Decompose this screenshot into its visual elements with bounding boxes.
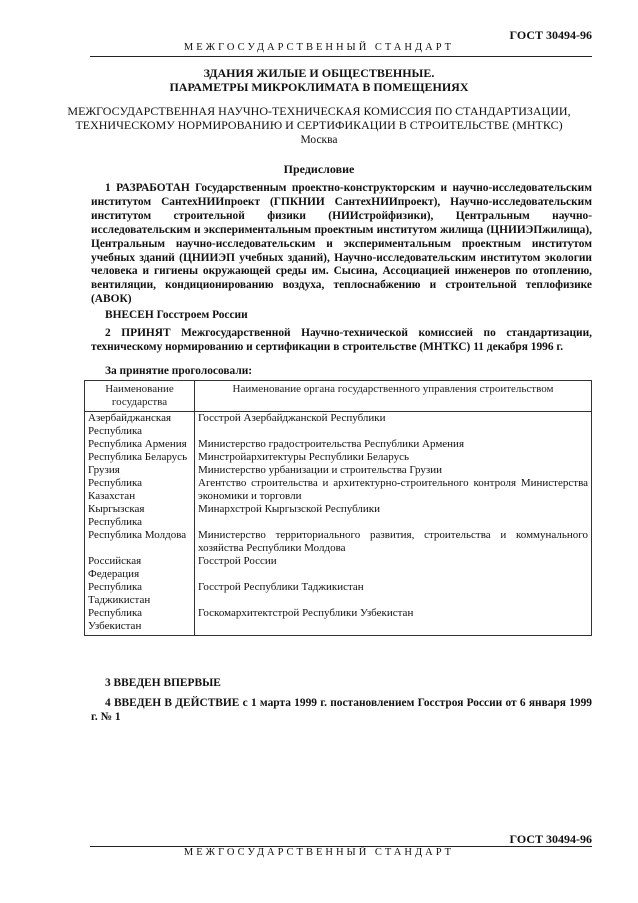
table-cell-organ: Министерство урбанизации и строительства Грузии — [195, 464, 592, 477]
table-cell-organ: Госстрой Азербайджанской Республики — [195, 412, 592, 439]
table-cell-state: Республика Казахстан — [85, 477, 195, 503]
table-row — [85, 464, 592, 477]
table-header-organ: Наименование органа государственного управления строительством — [195, 381, 592, 412]
table-row — [85, 503, 592, 529]
paragraph-effective-date: 4 ВВЕДЕН В ДЕЙСТВИЕ с 1 марта 1999 г. постановлением Госстроя России от 6 января 1999 г. № 1 — [91, 697, 592, 723]
table-cell-organ: Госстрой Республики Таджикистан — [195, 581, 592, 607]
title-line-2: ПАРАМЕТРЫ МИКРОКЛИМАТА В ПОМЕЩЕНИЯХ — [169, 80, 469, 94]
preface-heading: Предисловие — [283, 162, 355, 176]
table-row — [85, 412, 592, 439]
table-row — [85, 477, 592, 503]
table-cell-organ: Минархстрой Кыргызской Республики — [195, 503, 592, 529]
table-row — [85, 607, 592, 636]
table-row — [85, 581, 592, 607]
table-row — [85, 555, 592, 581]
voted-label: За принятие проголосовали: — [105, 365, 253, 377]
table-cell-state: Республика Беларусь — [85, 451, 195, 464]
table-cell-organ: Госкомархитектстрой Республики Узбекистан — [195, 607, 592, 636]
paragraph-developed-by: 1 РАЗРАБОТАН Государственным проектно-конструкторским и научно-исследовательским институтом СантехНИИпроект (ГПКНИИ СантехНИИпроект), Научно-исследовательским институтом строительной физики (НИИстройфизики), Центральным научно-исследовательским и экспериментальным проектным институтом жилища (ЦНИИЭПжилища), Центральным научно-исследовательским и экспериментальным проектным институтом учебных зданий (ЦНИИЭП учебных зданий), Научно-исследовательским институтом экологии человека и гигиены окружающей среды им. Сысина, Ассоциацией инженеров по отоплению, вентиляции, кондиционированию воздуха, теплоснабжению и строительной теплофизике (АВОК) — [91, 182, 592, 306]
paragraph-first-introduced: 3 ВВЕДЕН ВПЕРВЫЕ — [105, 677, 221, 689]
table-header-row — [85, 381, 592, 412]
table-header-state: Наименование государства — [85, 381, 195, 412]
table-cell-organ: Министерство территориального развития, строительства и коммунального хозяйства Республики Молдова — [195, 529, 592, 555]
commission-name — [0, 104, 638, 132]
title-line-1: ЗДАНИЯ ЖИЛЫЕ И ОБЩЕСТВЕННЫЕ. — [203, 66, 435, 80]
table-row — [85, 529, 592, 555]
commission-line-1: МЕЖГОСУДАРСТВЕННАЯ НАУЧНО-ТЕХНИЧЕСКАЯ КОМИССИЯ ПО СТАНДАРТИЗАЦИИ, — [67, 104, 571, 118]
table-cell-state: Азербайджанская Республика — [85, 412, 195, 439]
table-cell-organ: Госстрой России — [195, 555, 592, 581]
table-cell-state: Российская Федерация — [85, 555, 195, 581]
table-cell-organ: Агентство строительства и архитектурно-строительного контроля Министерства экономики и торговли — [195, 477, 592, 503]
commission-line-2: ТЕХНИЧЕСКОМУ НОРМИРОВАНИЮ И СЕРТИФИКАЦИИ В СТРОИТЕЛЬСТВЕ (МНТКС) — [75, 118, 563, 132]
standard-label-header: МЕЖГОСУДАРСТВЕННЫЙ СТАНДАРТ — [183, 42, 455, 53]
paragraph-adopted-by: 2 ПРИНЯТ Межгосударственной Научно-технической комиссией по стандартизации, техническому нормированию и сертификации в строительстве (МНТКС) 11 декабря 1996 г. — [91, 327, 592, 353]
table-cell-state: Республика Молдова — [85, 529, 195, 555]
table-cell-state: Грузия — [85, 464, 195, 477]
paragraph-introduced-by: ВНЕСЕН Госстроем России — [105, 309, 248, 321]
doc-code-header: ГОСТ 30494-96 — [509, 28, 592, 42]
document-title — [0, 66, 638, 94]
table-cell-state: Кыргызская Республика — [85, 503, 195, 529]
doc-code-footer: ГОСТ 30494-96 — [509, 832, 592, 846]
city: Москва — [300, 134, 338, 146]
table-cell-state: Республика Узбекистан — [85, 607, 195, 636]
table-cell-state: Республика Армения — [85, 438, 195, 451]
table-row — [85, 438, 592, 451]
table-row — [85, 451, 592, 464]
header-rule — [90, 56, 592, 57]
voting-table — [84, 380, 592, 636]
standard-label-footer: МЕЖГОСУДАРСТВЕННЫЙ СТАНДАРТ — [183, 847, 455, 858]
table-cell-organ: Министерство градостроительства Республики Армения — [195, 438, 592, 451]
table-cell-organ: Минстройархитектуры Республики Беларусь — [195, 451, 592, 464]
table-cell-state: Республика Таджикистан — [85, 581, 195, 607]
